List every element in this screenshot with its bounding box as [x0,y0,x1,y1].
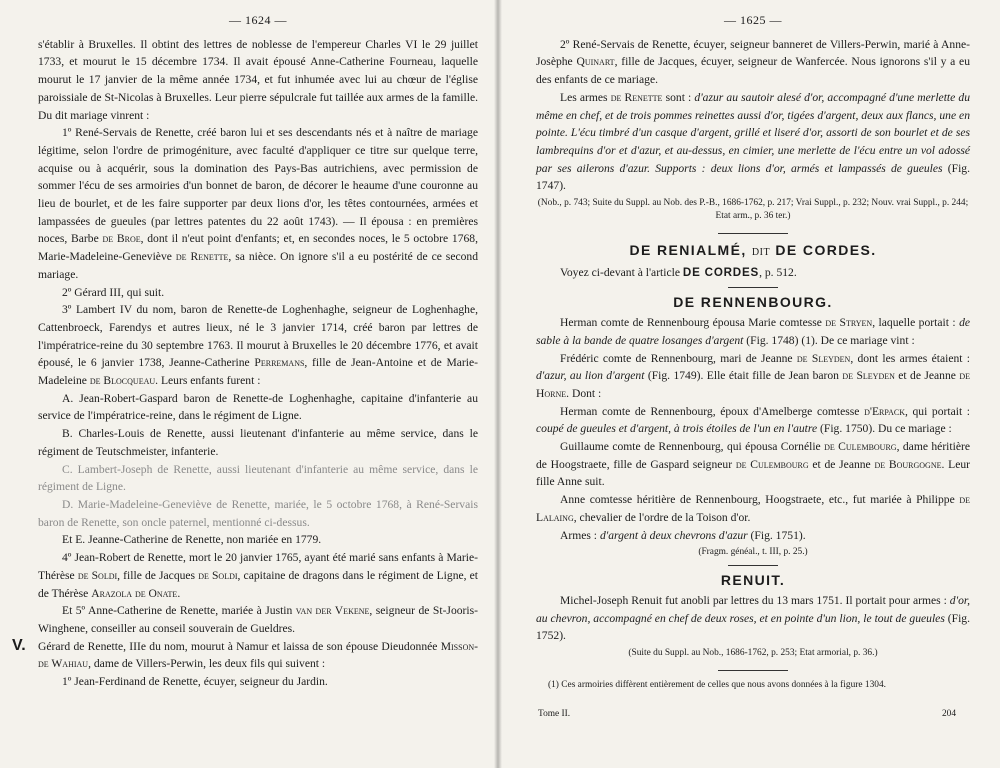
paragraph-item-1: 1º René-Servais de Renette, créé baron lui et ses descendants nés et à naître de mariage légitime, selon l'ordre de primogéniture, avec faculté d'appliquer ce titre sur quelque terre, acquise ou à acquérir, sous la domination des Pays-Bas autrichiens, avec permission de sommer l'écu de ses armoiries d'un bonnet de baron, de décorer le heaume d'une couronne au lieu de bourlet, et de les faire supporter par deux lions d'or, les têtes contournées, armées et lampassées de gueules (par lettres patentes du 22 août 1743). — Il épousa : en premières noces, Barbe de Broe, dont il n'eut point d'enfants; et, en secondes noces, le 5 octobre 1768, Marie-Madeleine-Geneviève de Renette, sa nièce. On ignore s'il a eu postérité de ce second mariage. [38,126,478,281]
paragraph-item-3: 3º Lambert IV du nom, baron de Renette-de Loghenhaghe, seigneur de Loghenhaghe, Cattenbroeck, Farendys et autres lieux, né le 3 janvier 1714, créé baron par lettres de l'impératrice-reine du 30 septembre 1763. Il mourut à Bruxelles le 20 décembre 1776, et avait épousé, le 6 janvier 1738, Jeanne-Catherine Perremans, fille de Jean-Antoine et de Marie-Madeleine de Blocqueau. Leurs enfants furent : [38,303,478,388]
roman-numeral-v: V. [12,636,26,654]
reference-renuit: (Suite du Suppl. au Nob., 1686-1762, p. 253; Etat armorial, p. 36.) [628,648,878,659]
paragraph-v-item-1: 1º Jean-Ferdinand de Renette, écuyer, seigneur du Jardin. [62,675,328,689]
divider-1 [718,233,788,234]
right-page [498,0,1000,768]
paragraph-intro: s'établir à Bruxelles. Il obtint des lettres de noblesse de l'empereur Charles VI le 29 juillet 1733, et mourut le 15 décembre 1734. Il avait épousé Anne-Catherine Fourneau, laquelle mourut le 17 janvier de la même année 1734, et fut inhumée avec lui au chœur de l'église paroissiale de St-Nicolas à Bruxelles. Leur pierre sépulcrale fut taillée aux armes de la famille. Du dit mariage vinrent : [38,37,478,122]
reference-rennenbourg: (Fragm. généal., t. III, p. 25.) [698,547,808,558]
paragraph-item-5: Et 5º Anne-Catherine de Renette, mariée à Justin van der Vekene, seigneur de St-Jooris-Winghene, conseiller au conseil souverain de Gueldres. [38,604,478,635]
sheet-number: 204 [941,709,956,720]
page-footer [536,706,970,724]
left-page [0,0,498,768]
heading-renuit: RENUIT. [720,572,786,589]
divider-4 [718,670,788,671]
paragraph-voyez: Voyez ci-devant à l'article DE CORDES, p. 512. [560,265,797,279]
paragraph-rennenbourg-arms: Armes : d'argent à deux chevrons d'azur (Fig. 1751). [560,528,806,542]
tome-label: Tome II. [538,709,571,720]
page-number-left: — 1624 — [229,13,287,27]
reference-renette: (Nob., p. 743; Suite du Suppl. au Nob. des P.-B., 1686-1762, p. 217; Vrai Suppl., p. 232; Nouv. vrai Suppl., p. 244; Etat arm., p. 36 ter.) [537,198,969,222]
paragraph-sub-b: B. Charles-Louis de Renette, aussi lieutenant d'infanterie au même service, dans le régiment de Teutschmeister, infanterie. [38,427,478,458]
paragraph-item-2-right: 2º René-Servais de Renette, écuyer, seigneur banneret de Villers-Perwin, marié à Anne-Josèphe Quinart, fille de Jacques, écuyer, seigneur de Wanfercée. Nous ignorons s'il y a eu des enfants de ce mariage. [536,37,970,87]
paragraph-sub-a: A. Jean-Robert-Gaspard baron de Renette-de Loghenhaghe, capitaine d'infanterie au service de l'impératrice-reine, dans le régiment de Ligne. [38,391,478,423]
paragraph-rennenbourg-1: Herman comte de Rennenbourg épousa Marie comtesse de Stryen, laquelle portait : de sable à la bande de quatre losanges d'argent (Fig. 1748) (1). De ce mariage vint : [536,316,971,347]
divider-2 [728,287,778,288]
paragraph-renuit: Michel-Joseph Renuit fut anobli par lettres du 13 mars 1751. Il portait pour armes : d'or, au chevron, accompagné en chef de deux roses, et en pointe d'un lion, le tout de gueules (Fig. 1752). [536,593,971,643]
paragraph-arms-renette: Les armes de Renette sont : d'azur au sautoir alesé d'or, accompagné d'une merlette du même en chef, et de trois pommes reinettes aussi d'or, tigées d'argent, deux aux flancs, une en pointe. L'écu timbré d'un casque d'argent, grillé et liseré d'or, assorti de son bourlet et de ses lambrequins d'or et d'azur, et au-dessus, en cimier, une merlette de l'écu entre un vol adossé par ses ailerons d'azur. Supports : deux lions d'or, armés et lampassés de gueules (Fig. 1747). [536,90,971,193]
paragraph-sub-c: C. Lambert-Joseph de Renette, aussi lieutenant d'infanterie au même service, dans le régiment de Ligne. [38,462,478,494]
paragraph-item-4: 4º Jean-Robert de Renette, mort le 20 janvier 1765, ayant été marié sans enfants à Marie-Thérèse de Soldi, fille de Jacques de Soldi, capitaine de dragons dans le régiment de Ligne, et de Thérèse Arazola de Onate. [38,551,479,600]
paragraph-sub-d: D. Marie-Madeleine-Geneviève de Renette, mariée, le 5 octobre 1768, à René-Servais baron de Renette, son oncle paternel, mentionné ci-dessus. [38,497,478,529]
heading-rennenbourg: DE RENNENBOURG. [673,294,833,311]
paragraph-rennenbourg-5: Anne comtesse héritière de Rennenbourg, Hoogstraete, etc., fut mariée à Philippe de Lalaing, chevalier de l'ordre de la Toison d'or. [536,493,970,524]
paragraph-sub-e: Et E. Jeanne-Catherine de Renette, non mariée en 1779. [62,533,322,547]
paragraph-item-2: 2º Gérard III, qui suit. [62,285,165,299]
page-number-right: — 1625 — [724,13,782,27]
heading-renialme: DE RENIALMÉ, DIT DE CORDES. [629,242,877,259]
divider-3 [728,565,778,566]
paragraph-v: Gérard de Renette, IIIe du nom, mourut à Namur et laissa de son épouse Dieudonnée Misson-de Wahiau, dame de Villers-Perwin, les deux fils qui suivent : [38,639,478,671]
paragraph-rennenbourg-3: Herman comte de Rennenbourg, époux d'Amelberge comtesse d'Erpack, qui portait : coupé de gueules et d'argent, à trois étoiles de l'un en l'autre (Fig. 1750). Du ce mariage : [536,404,970,436]
paragraph-rennenbourg-4: Guillaume comte de Rennenbourg, qui épousa Cornélie de Culembourg, dame héritière de Hoogstraete, fille de Gaspard seigneur de Culembourg et de Jeanne de Bourgogne. Leur fille Anne suit. [536,440,971,489]
section-v [12,636,478,673]
footnote: (1) Ces armoiries diffèrent entièrement de celles que nous avons données à la figure 1304. [548,680,886,691]
paragraph-rennenbourg-2: Frédéric comte de Rennenbourg, mari de Jeanne de Sleyden, dont les armes étaient : d'azur, au lion d'argent (Fig. 1749). Elle était fille de Jean baron de Sleyden et de Jeanne de Horne. Dont : [536,351,971,400]
